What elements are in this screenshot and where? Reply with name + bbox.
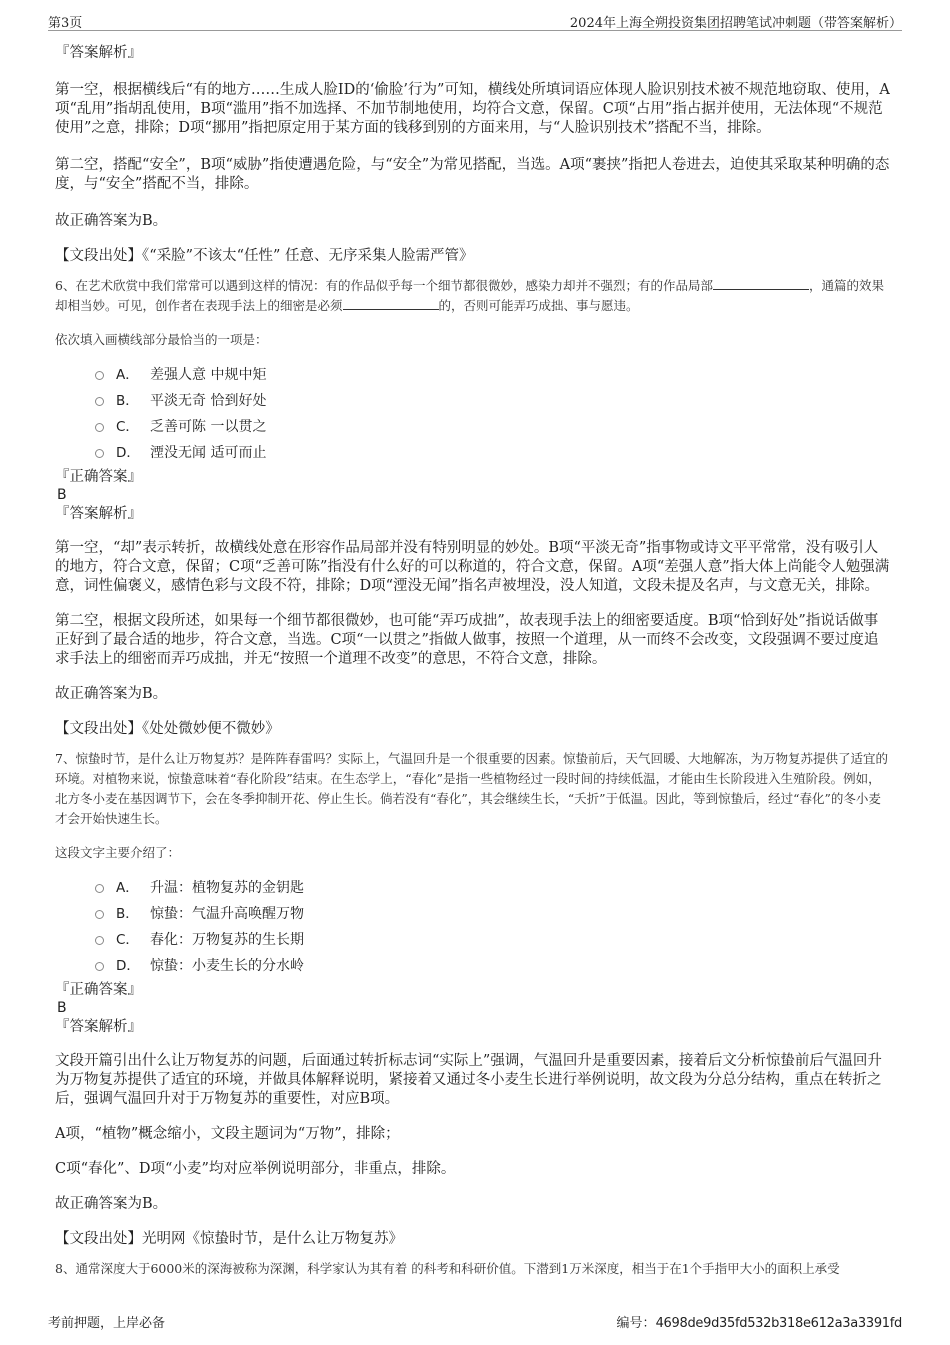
analysis-paragraph: 文段开篇引出什么让万物复苏的问题，后面通过转折标志词“实际上”强调，气温回升是重要因素，接着后文分析惊蛰前后气温回升为万物复苏提供了适宜的环境，并做具体解释说明，紧接着又通过冬小麦生长进行举例说明，故文段为分总分结构，重点在转折之后，强调气温回升对于万物复苏的重要性，对应B项。 [55,1053,882,1107]
option-b[interactable]: B． 平淡无奇 恰到好处 [95,388,890,414]
footer-slogan: 考前押题，上岸必备 [48,1316,166,1331]
blank-line [343,297,439,310]
source-citation: 【文段出处】《“采脸”不该太“任性” 任意、无序采集人脸需严管》 [55,248,474,264]
analysis-block-7 [55,1018,890,1249]
question-prompt: 这段文字主要介绍了： [55,845,181,860]
question-stem: 6、在艺术欣赏中我们常常可以遇到这样的情况：有的作品似乎每一个细节都很微妙，感染力却并不强烈；有的作品局部 ，通篇的效果却相当妙。可见，创作者在表现手法上的细密是必须 的，否则可能弄巧成拙、事与愿违。 [55,278,884,313]
document-code: 编号：4698de9d35fd532b318e612a3a3391fd [616,1316,902,1331]
question-8 [55,1259,890,1279]
question-stem: 8、通常深度大于6000米的深海被称为深渊，科学家认为其有着 的科考和科研价值。下潜到1万米深度，相当于在1个手指甲大小的面积上承受 [55,1261,840,1276]
radio-icon[interactable] [95,884,104,893]
analysis-paragraph: 第一空，“却”表示转折，故横线处意在形容作品局部并没有特别明显的妙处。B项“平淡无奇”指事物或诗文平平常常，没有吸引人的地方，符合文意，保留；C项“乏善可陈”指没有什么好的可以称道的，符合文意，保留。A项“差强人意”指大体上尚能令人勉强满意，词性偏褒义，感情色彩与文段不符，排除；D项“湮没无闻”指名声被埋没，没人知道，文段未提及名声，与文意无关，排除。 [55,540,890,594]
question-prompt: 依次填入画横线部分最恰当的一项是： [55,332,268,347]
option-a[interactable]: A． 差强人意 中规中矩 [95,362,890,388]
question-stem: 7、惊蛰时节，是什么让万物复苏？是阵阵春雷吗？实际上，气温回升是一个很重要的因素。惊蛰前后，天气回暖、大地解冻，为万物复苏提供了适宜的环境。对植物来说，惊蛰意味着“春化阶段”结束。在生态学上，“春化”是指一些植物经过一段时间的持续低温，才能由生长阶段进入生殖阶段。例如，北方冬小麦在基因调节下，会在冬季抑制开花、停止生长。倘若没有“春化”，其会继续生长，“夭折”于低温。因此，等到惊蛰后，经过“春化”的冬小麦才会开始快速生长。 [55,751,888,826]
analysis-block-5 [55,44,890,266]
analysis-label: 『答案解析』 [55,45,142,61]
radio-icon[interactable] [95,936,104,945]
source-citation: 【文段出处】光明网《惊蛰时节，是什么让万物复苏》 [55,1231,403,1247]
correct-answer-label: 『正确答案』 [55,982,142,998]
correct-answer: B [57,1000,67,1016]
document-body [55,42,890,1279]
answer-conclusion: 故正确答案为B。 [55,686,168,702]
option-d[interactable]: D． 惊蛰：小麦生长的分水岭 [95,953,890,979]
page-number: 第3页 [48,16,83,31]
option-c[interactable]: C． 乏善可陈 一以贯之 [95,414,890,440]
radio-icon[interactable] [95,423,104,432]
option-b[interactable]: B． 惊蛰：气温升高唤醒万物 [95,901,890,927]
radio-icon[interactable] [95,449,104,458]
page-header [48,10,902,31]
source-citation: 【文段出处】《处处微妙便不微妙》 [55,721,280,737]
options-list [55,875,890,979]
radio-icon[interactable] [95,962,104,971]
blank-line [713,277,809,290]
answer-conclusion: 故正确答案为B。 [55,213,168,229]
option-a[interactable]: A． 升温：植物复苏的金钥匙 [95,875,890,901]
analysis-paragraph: C项“春化”、D项“小麦”均对应举例说明部分，非重点，排除。 [55,1161,456,1177]
analysis-label: 『答案解析』 [55,1019,142,1035]
document-title: 2024年上海全朔投资集团招聘笔试冲刺题（带答案解析） [569,16,902,31]
analysis-paragraph: 第二空，根据文段所述，如果每一个细节都很微妙，也可能“弄巧成拙”，故表现手法上的细密要适度。B项“恰到好处”指说话做事正好到了最合适的地步，符合文意，当选。C项“一以贯之”指做人做事，按照一个道理，从一而终不会改变，文段强调不要过度追求手法上的细密而弄巧成拙，并无“按照一个道理不改变”的意思，不符合文意，排除。 [55,613,879,667]
analysis-block-6 [55,505,890,739]
radio-icon[interactable] [95,397,104,406]
analysis-paragraph: 第二空，搭配“安全”，B项“威胁”指使遭遇危险，与“安全”为常见搭配，当选。A项“裹挟”指把人卷进去，迫使其采取某种明确的态度，与“安全”搭配不当，排除。 [55,157,890,192]
options-list [55,362,890,466]
analysis-label: 『答案解析』 [55,506,142,522]
option-d[interactable]: D． 湮没无闻 适可而止 [95,440,890,466]
option-c[interactable]: C． 春化：万物复苏的生长期 [95,927,890,953]
radio-icon[interactable] [95,910,104,919]
radio-icon[interactable] [95,371,104,380]
question-6 [55,276,890,739]
analysis-paragraph: 第一空，根据横线后“有的地方……生成人脸ID的‘偷脸’行为”可知，横线处所填词语应体现人脸识别技术被不规范地窃取、使用，A项“乱用”指胡乱使用，B项“滥用”指不加选择、不加节制地使用，均符合文意，保留。C项“占用”指占据并使用，无法体现“不规范使用”之意，排除；D项“挪用”指把原定用于某方面的钱移到别的方面来用，与“人脸识别技术”搭配不当，排除。 [55,82,890,136]
correct-answer-label: 『正确答案』 [55,469,142,485]
analysis-paragraph: A项，“植物”概念缩小，文段主题词为“万物”，排除； [55,1126,400,1142]
correct-answer: B [57,487,67,503]
answer-conclusion: 故正确答案为B。 [55,1196,168,1212]
question-7 [55,749,890,1249]
